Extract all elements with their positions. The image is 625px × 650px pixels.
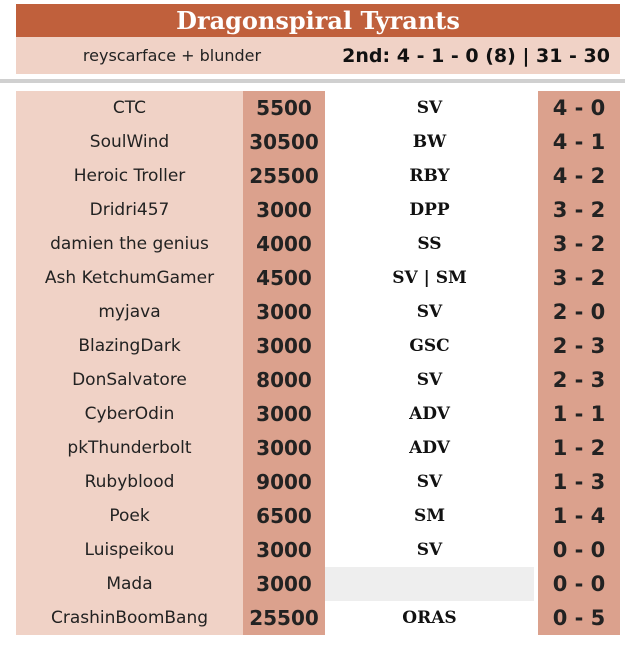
player-record: 1 - 4	[538, 499, 620, 533]
section-divider	[0, 79, 625, 83]
player-record: 2 - 3	[538, 329, 620, 363]
player-name: CTC	[16, 91, 243, 125]
roster-row	[16, 295, 620, 329]
player-points: 30500	[243, 125, 325, 159]
player-record: 0 - 0	[538, 533, 620, 567]
player-record: 4 - 2	[538, 159, 620, 193]
player-name: DonSalvatore	[16, 363, 243, 397]
player-record: 0 - 5	[538, 601, 620, 635]
roster-row	[16, 227, 620, 261]
roster-table	[16, 91, 620, 636]
team-title: Dragonspiral Tyrants	[16, 4, 620, 37]
roster-row	[16, 329, 620, 363]
roster-row	[16, 533, 620, 567]
roster-row	[16, 159, 620, 193]
player-generation: ADV	[325, 397, 534, 431]
player-generation: SV	[325, 533, 534, 567]
player-points: 9000	[243, 465, 325, 499]
player-name: Dridri457	[16, 193, 243, 227]
player-generation: SV	[325, 363, 534, 397]
player-points: 25500	[243, 601, 325, 635]
player-generation: ORAS	[325, 601, 534, 635]
player-points: 3000	[243, 533, 325, 567]
player-generation	[325, 567, 534, 601]
roster-row	[16, 601, 620, 635]
player-points: 3000	[243, 567, 325, 601]
team-subheader	[16, 37, 620, 74]
player-record: 4 - 1	[538, 125, 620, 159]
player-points: 3000	[243, 295, 325, 329]
player-record: 1 - 1	[538, 397, 620, 431]
roster-row	[16, 363, 620, 397]
player-points: 3000	[243, 397, 325, 431]
player-points: 6500	[243, 499, 325, 533]
player-points: 8000	[243, 363, 325, 397]
player-points: 3000	[243, 431, 325, 465]
player-record: 4 - 0	[538, 91, 620, 125]
team-standing: 2nd: 4 - 1 - 0 (8) | 31 - 30	[342, 44, 610, 67]
team-managers: reyscarface + blunder	[82, 46, 262, 65]
player-points: 3000	[243, 193, 325, 227]
player-points: 4500	[243, 261, 325, 295]
player-name: myjava	[16, 295, 243, 329]
roster-row	[16, 465, 620, 499]
player-record: 0 - 0	[538, 567, 620, 601]
player-name: Heroic Troller	[16, 159, 243, 193]
player-generation: RBY	[325, 159, 534, 193]
player-generation: SV	[325, 295, 534, 329]
roster-row	[16, 125, 620, 159]
player-points: 25500	[243, 159, 325, 193]
player-name: CrashinBoomBang	[16, 601, 243, 635]
player-generation: SS	[325, 227, 534, 261]
player-record: 2 - 3	[538, 363, 620, 397]
player-generation: SV | SM	[325, 261, 534, 295]
player-name: pkThunderbolt	[16, 431, 243, 465]
player-generation: SV	[325, 465, 534, 499]
player-record: 2 - 0	[538, 295, 620, 329]
player-record: 1 - 3	[538, 465, 620, 499]
player-record: 3 - 2	[538, 261, 620, 295]
player-name: BlazingDark	[16, 329, 243, 363]
player-generation: DPP	[325, 193, 534, 227]
player-points: 3000	[243, 329, 325, 363]
player-name: Poek	[16, 499, 243, 533]
roster-row	[16, 431, 620, 465]
player-name: Rubyblood	[16, 465, 243, 499]
player-generation: GSC	[325, 329, 534, 363]
player-generation: SV	[325, 91, 534, 125]
player-name: damien the genius	[16, 227, 243, 261]
roster-row	[16, 261, 620, 295]
player-generation: BW	[325, 125, 534, 159]
roster-row	[16, 91, 620, 125]
player-name: CyberOdin	[16, 397, 243, 431]
player-record: 3 - 2	[538, 193, 620, 227]
roster-row	[16, 193, 620, 227]
player-name: SoulWind	[16, 125, 243, 159]
player-generation: ADV	[325, 431, 534, 465]
player-points: 4000	[243, 227, 325, 261]
roster-row	[16, 567, 620, 601]
roster-row	[16, 499, 620, 533]
player-record: 1 - 2	[538, 431, 620, 465]
player-generation: SM	[325, 499, 534, 533]
player-record: 3 - 2	[538, 227, 620, 261]
player-name: Luispeikou	[16, 533, 243, 567]
player-name: Mada	[16, 567, 243, 601]
player-name: Ash KetchumGamer	[16, 261, 243, 295]
roster-row	[16, 397, 620, 431]
player-points: 5500	[243, 91, 325, 125]
